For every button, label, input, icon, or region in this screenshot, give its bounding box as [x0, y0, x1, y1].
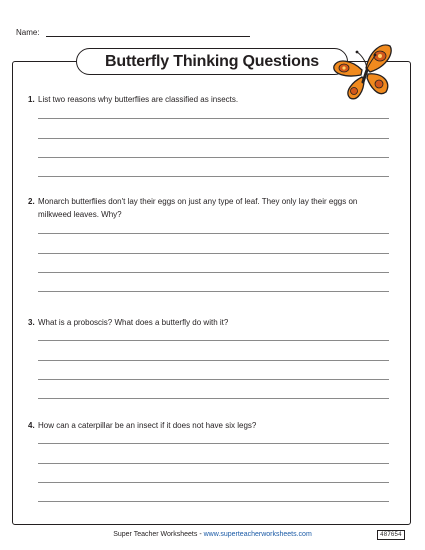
worksheet-frame — [12, 61, 411, 525]
footer — [0, 531, 425, 538]
name-label: Name: — [16, 28, 40, 37]
question-1 — [28, 93, 388, 106]
question-number: 1. — [28, 95, 35, 104]
answer-line[interactable] — [38, 482, 389, 483]
question-text: What is a proboscis? What does a butterfly do with it? — [38, 318, 229, 327]
answer-line[interactable] — [38, 340, 389, 341]
question-text: Monarch butterflies don't lay their eggs on just any type of leaf. They only lay their eggs on milkweed leaves. Why? — [38, 197, 358, 219]
answer-line[interactable] — [38, 233, 389, 234]
page-title: Butterfly Thinking Questions — [105, 52, 319, 70]
footer-brand: Super Teacher Worksheets — [113, 531, 198, 538]
worksheet-code: 487654 — [377, 530, 405, 540]
question-2 — [28, 195, 388, 221]
answer-line[interactable] — [38, 138, 389, 139]
answer-line[interactable] — [38, 291, 389, 292]
answer-line[interactable] — [38, 176, 389, 177]
footer-url[interactable]: www.superteacherworksheets.com — [203, 531, 312, 538]
footer-separator: - — [197, 531, 204, 538]
question-3 — [28, 316, 388, 329]
title-banner — [76, 48, 348, 75]
name-field[interactable] — [46, 36, 250, 37]
question-number: 2. — [28, 197, 35, 206]
answer-line[interactable] — [38, 443, 389, 444]
answer-line[interactable] — [38, 272, 389, 273]
question-number: 4. — [28, 421, 35, 430]
answer-line[interactable] — [38, 253, 389, 254]
answer-line[interactable] — [38, 501, 389, 502]
question-number: 3. — [28, 318, 35, 327]
answer-line[interactable] — [38, 398, 389, 399]
answer-line[interactable] — [38, 463, 389, 464]
question-text: List two reasons why butterflies are classified as insects. — [38, 95, 239, 104]
question-text: How can a caterpillar be an insect if it does not have six legs? — [38, 421, 257, 430]
answer-line[interactable] — [38, 157, 389, 158]
question-4 — [28, 419, 388, 432]
answer-line[interactable] — [38, 360, 389, 361]
answer-line[interactable] — [38, 379, 389, 380]
answer-line[interactable] — [38, 118, 389, 119]
